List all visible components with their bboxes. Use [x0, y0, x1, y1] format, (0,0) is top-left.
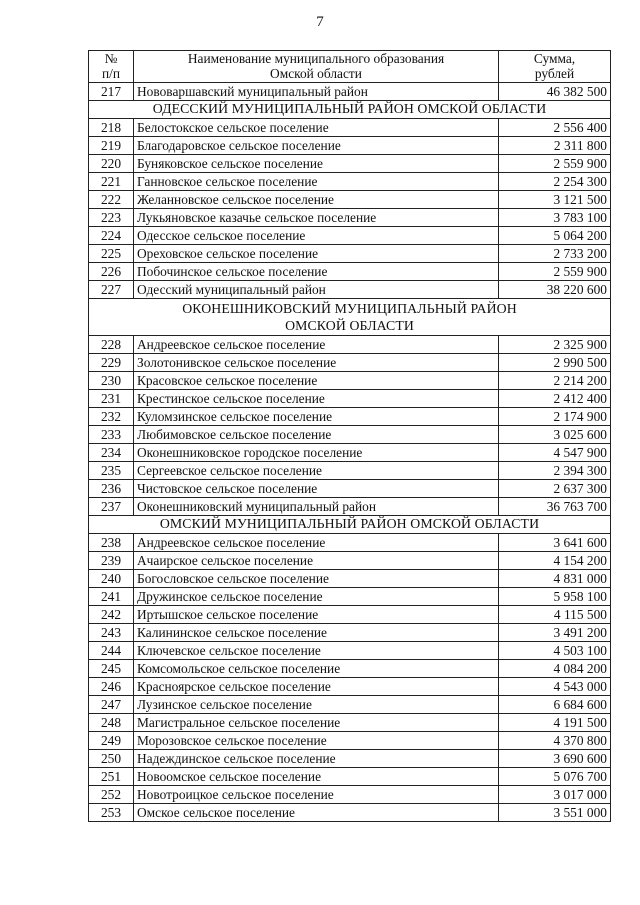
municipality-name: Нововаршавский муниципальный район	[134, 82, 499, 100]
table-row	[89, 587, 611, 605]
amount: 2 325 900	[499, 335, 611, 353]
table-row	[89, 443, 611, 461]
row-number: 221	[89, 172, 134, 190]
table-row	[89, 118, 611, 136]
row-number: 249	[89, 731, 134, 749]
row-number: 243	[89, 623, 134, 641]
district-title-line: ОМСКИЙ МУНИЦИПАЛЬНЫЙ РАЙОН ОМСКОЙ ОБЛАСТИ	[159, 516, 540, 532]
row-number: 230	[89, 371, 134, 389]
row-number: 231	[89, 389, 134, 407]
amount: 3 783 100	[499, 208, 611, 226]
amount: 6 684 600	[499, 695, 611, 713]
municipality-name: Одесское сельское поселение	[134, 226, 499, 244]
row-number: 246	[89, 677, 134, 695]
municipality-name: Ганновское сельское поселение	[134, 172, 499, 190]
row-number: 233	[89, 425, 134, 443]
amount: 2 559 900	[499, 262, 611, 280]
amount: 2 559 900	[499, 154, 611, 172]
row-number: 217	[89, 82, 134, 100]
header-num	[89, 51, 134, 83]
amount: 2 556 400	[499, 118, 611, 136]
amount: 46 382 500	[499, 82, 611, 100]
table-row	[89, 569, 611, 587]
amount: 3 641 600	[499, 533, 611, 551]
header-sum	[499, 51, 611, 83]
row-number: 229	[89, 353, 134, 371]
amount: 3 690 600	[499, 749, 611, 767]
municipality-name: Ореховское сельское поселение	[134, 244, 499, 262]
table-row	[89, 713, 611, 731]
amount: 4 503 100	[499, 641, 611, 659]
table-row	[89, 497, 611, 515]
municipality-name: Сергеевское сельское поселение	[134, 461, 499, 479]
amount: 3 551 000	[499, 803, 611, 821]
page-number: 7	[316, 14, 324, 30]
table-row	[89, 262, 611, 280]
table-body	[89, 82, 611, 821]
row-number: 242	[89, 605, 134, 623]
table-row	[89, 154, 611, 172]
municipality-name: Андреевское сельское поселение	[134, 533, 499, 551]
municipality-name: Любимовское сельское поселение	[134, 425, 499, 443]
district-title	[89, 100, 611, 118]
amount: 3 491 200	[499, 623, 611, 641]
municipality-name: Богословское сельское поселение	[134, 569, 499, 587]
row-number: 235	[89, 461, 134, 479]
municipality-name: Чистовское сельское поселение	[134, 479, 499, 497]
district-title	[89, 298, 611, 335]
amount: 36 763 700	[499, 497, 611, 515]
district-title-line: ОМСКОЙ ОБЛАСТИ	[285, 317, 414, 333]
amount: 4 115 500	[499, 605, 611, 623]
table-row	[89, 749, 611, 767]
table-row	[89, 623, 611, 641]
amount: 2 412 400	[499, 389, 611, 407]
municipal-sums-table	[88, 50, 611, 822]
table-row	[89, 659, 611, 677]
table-row	[89, 190, 611, 208]
table-row	[89, 551, 611, 569]
municipality-name: Золотонивское сельское поселение	[134, 353, 499, 371]
table-row	[89, 280, 611, 298]
municipality-name: Омское сельское поселение	[134, 803, 499, 821]
row-number: 252	[89, 785, 134, 803]
row-number: 244	[89, 641, 134, 659]
row-number: 228	[89, 335, 134, 353]
row-number: 232	[89, 407, 134, 425]
amount: 5 076 700	[499, 767, 611, 785]
district-header-row	[89, 100, 611, 118]
table-row	[89, 479, 611, 497]
municipality-name: Новоомское сельское поселение	[134, 767, 499, 785]
header-sum-line-1: Сумма,	[533, 51, 576, 66]
municipality-name: Морозовское сельское поселение	[134, 731, 499, 749]
amount: 4 543 000	[499, 677, 611, 695]
municipality-name: Желанновское сельское поселение	[134, 190, 499, 208]
amount: 5 958 100	[499, 587, 611, 605]
municipality-name: Надеждинское сельское поселение	[134, 749, 499, 767]
table-row	[89, 172, 611, 190]
header-num-line-2: п/п	[101, 66, 121, 82]
table-row	[89, 244, 611, 262]
row-number: 225	[89, 244, 134, 262]
table-row	[89, 389, 611, 407]
row-number: 248	[89, 713, 134, 731]
municipality-name: Комсомольское сельское поселение	[134, 659, 499, 677]
table-row	[89, 208, 611, 226]
row-number: 238	[89, 533, 134, 551]
municipality-name: Дружинское сельское поселение	[134, 587, 499, 605]
municipality-name: Побочинское сельское поселение	[134, 262, 499, 280]
table-row	[89, 353, 611, 371]
table-row	[89, 731, 611, 749]
table-row	[89, 371, 611, 389]
amount: 5 064 200	[499, 226, 611, 244]
amount: 2 311 800	[499, 136, 611, 154]
table-row	[89, 82, 611, 100]
row-number: 222	[89, 190, 134, 208]
municipality-name: Красноярское сельское поселение	[134, 677, 499, 695]
row-number: 227	[89, 280, 134, 298]
municipality-name: Ачаирское сельское поселение	[134, 551, 499, 569]
row-number: 251	[89, 767, 134, 785]
municipality-name: Иртышское сельское поселение	[134, 605, 499, 623]
municipality-name: Новотроицкое сельское поселение	[134, 785, 499, 803]
table-row	[89, 641, 611, 659]
municipality-name: Благодаровское сельское поселение	[134, 136, 499, 154]
amount: 3 025 600	[499, 425, 611, 443]
amount: 2 174 900	[499, 407, 611, 425]
district-title-line: ОКОНЕШНИКОВСКИЙ МУНИЦИПАЛЬНЫЙ РАЙОН	[182, 300, 517, 316]
table-row	[89, 605, 611, 623]
header-name-line-2: Омской области	[270, 66, 362, 82]
municipality-name: Лузинское сельское поселение	[134, 695, 499, 713]
amount: 2 254 300	[499, 172, 611, 190]
row-number: 239	[89, 551, 134, 569]
amount: 4 191 500	[499, 713, 611, 731]
amount: 2 990 500	[499, 353, 611, 371]
row-number: 253	[89, 803, 134, 821]
amount: 3 017 000	[499, 785, 611, 803]
municipality-name: Буняковское сельское поселение	[134, 154, 499, 172]
table-row	[89, 767, 611, 785]
row-number: 226	[89, 262, 134, 280]
amount: 2 394 300	[499, 461, 611, 479]
amount: 4 084 200	[499, 659, 611, 677]
municipality-name: Магистральное сельское поселение	[134, 713, 499, 731]
amount: 4 154 200	[499, 551, 611, 569]
table-row	[89, 425, 611, 443]
amount: 3 121 500	[499, 190, 611, 208]
district-title-line: ОДЕССКИЙ МУНИЦИПАЛЬНЫЙ РАЙОН ОМСКОЙ ОБЛАСТИ	[152, 101, 547, 117]
row-number: 219	[89, 136, 134, 154]
municipality-name: Крестинское сельское поселение	[134, 389, 499, 407]
municipality-name: Лукьяновское казачье сельское поселение	[134, 208, 499, 226]
table-row	[89, 803, 611, 821]
amount: 2 214 200	[499, 371, 611, 389]
amount: 2 637 300	[499, 479, 611, 497]
table-row	[89, 335, 611, 353]
table-row	[89, 461, 611, 479]
row-number: 224	[89, 226, 134, 244]
municipality-name: Оконешниковское городское поселение	[134, 443, 499, 461]
table-row	[89, 136, 611, 154]
row-number: 236	[89, 479, 134, 497]
municipality-name: Красовское сельское поселение	[134, 371, 499, 389]
row-number: 223	[89, 208, 134, 226]
row-number: 237	[89, 497, 134, 515]
amount: 4 547 900	[499, 443, 611, 461]
amount: 2 733 200	[499, 244, 611, 262]
header-name	[134, 51, 499, 83]
row-number: 220	[89, 154, 134, 172]
row-number: 250	[89, 749, 134, 767]
table-row	[89, 533, 611, 551]
municipality-name: Белостокское сельское поселение	[134, 118, 499, 136]
municipality-name: Андреевское сельское поселение	[134, 335, 499, 353]
row-number: 247	[89, 695, 134, 713]
amount: 4 831 000	[499, 569, 611, 587]
municipality-name: Ключевское сельское поселение	[134, 641, 499, 659]
municipality-name: Куломзинское сельское поселение	[134, 407, 499, 425]
table-row	[89, 785, 611, 803]
district-header-row	[89, 298, 611, 335]
table-row	[89, 407, 611, 425]
amount: 4 370 800	[499, 731, 611, 749]
municipality-name: Калининское сельское поселение	[134, 623, 499, 641]
header-sum-line-2: рублей	[534, 66, 575, 82]
district-header-row	[89, 515, 611, 533]
table-header-row	[89, 51, 611, 83]
municipality-name: Оконешниковский муниципальный район	[134, 497, 499, 515]
row-number: 234	[89, 443, 134, 461]
row-number: 218	[89, 118, 134, 136]
header-num-line-1: №	[104, 51, 118, 66]
amount: 38 220 600	[499, 280, 611, 298]
district-title	[89, 515, 611, 533]
row-number: 245	[89, 659, 134, 677]
row-number: 241	[89, 587, 134, 605]
table-row	[89, 226, 611, 244]
table-row	[89, 695, 611, 713]
municipality-name: Одесский муниципальный район	[134, 280, 499, 298]
row-number: 240	[89, 569, 134, 587]
header-name-line-1: Наименование муниципального образования	[187, 51, 445, 66]
table-row	[89, 677, 611, 695]
